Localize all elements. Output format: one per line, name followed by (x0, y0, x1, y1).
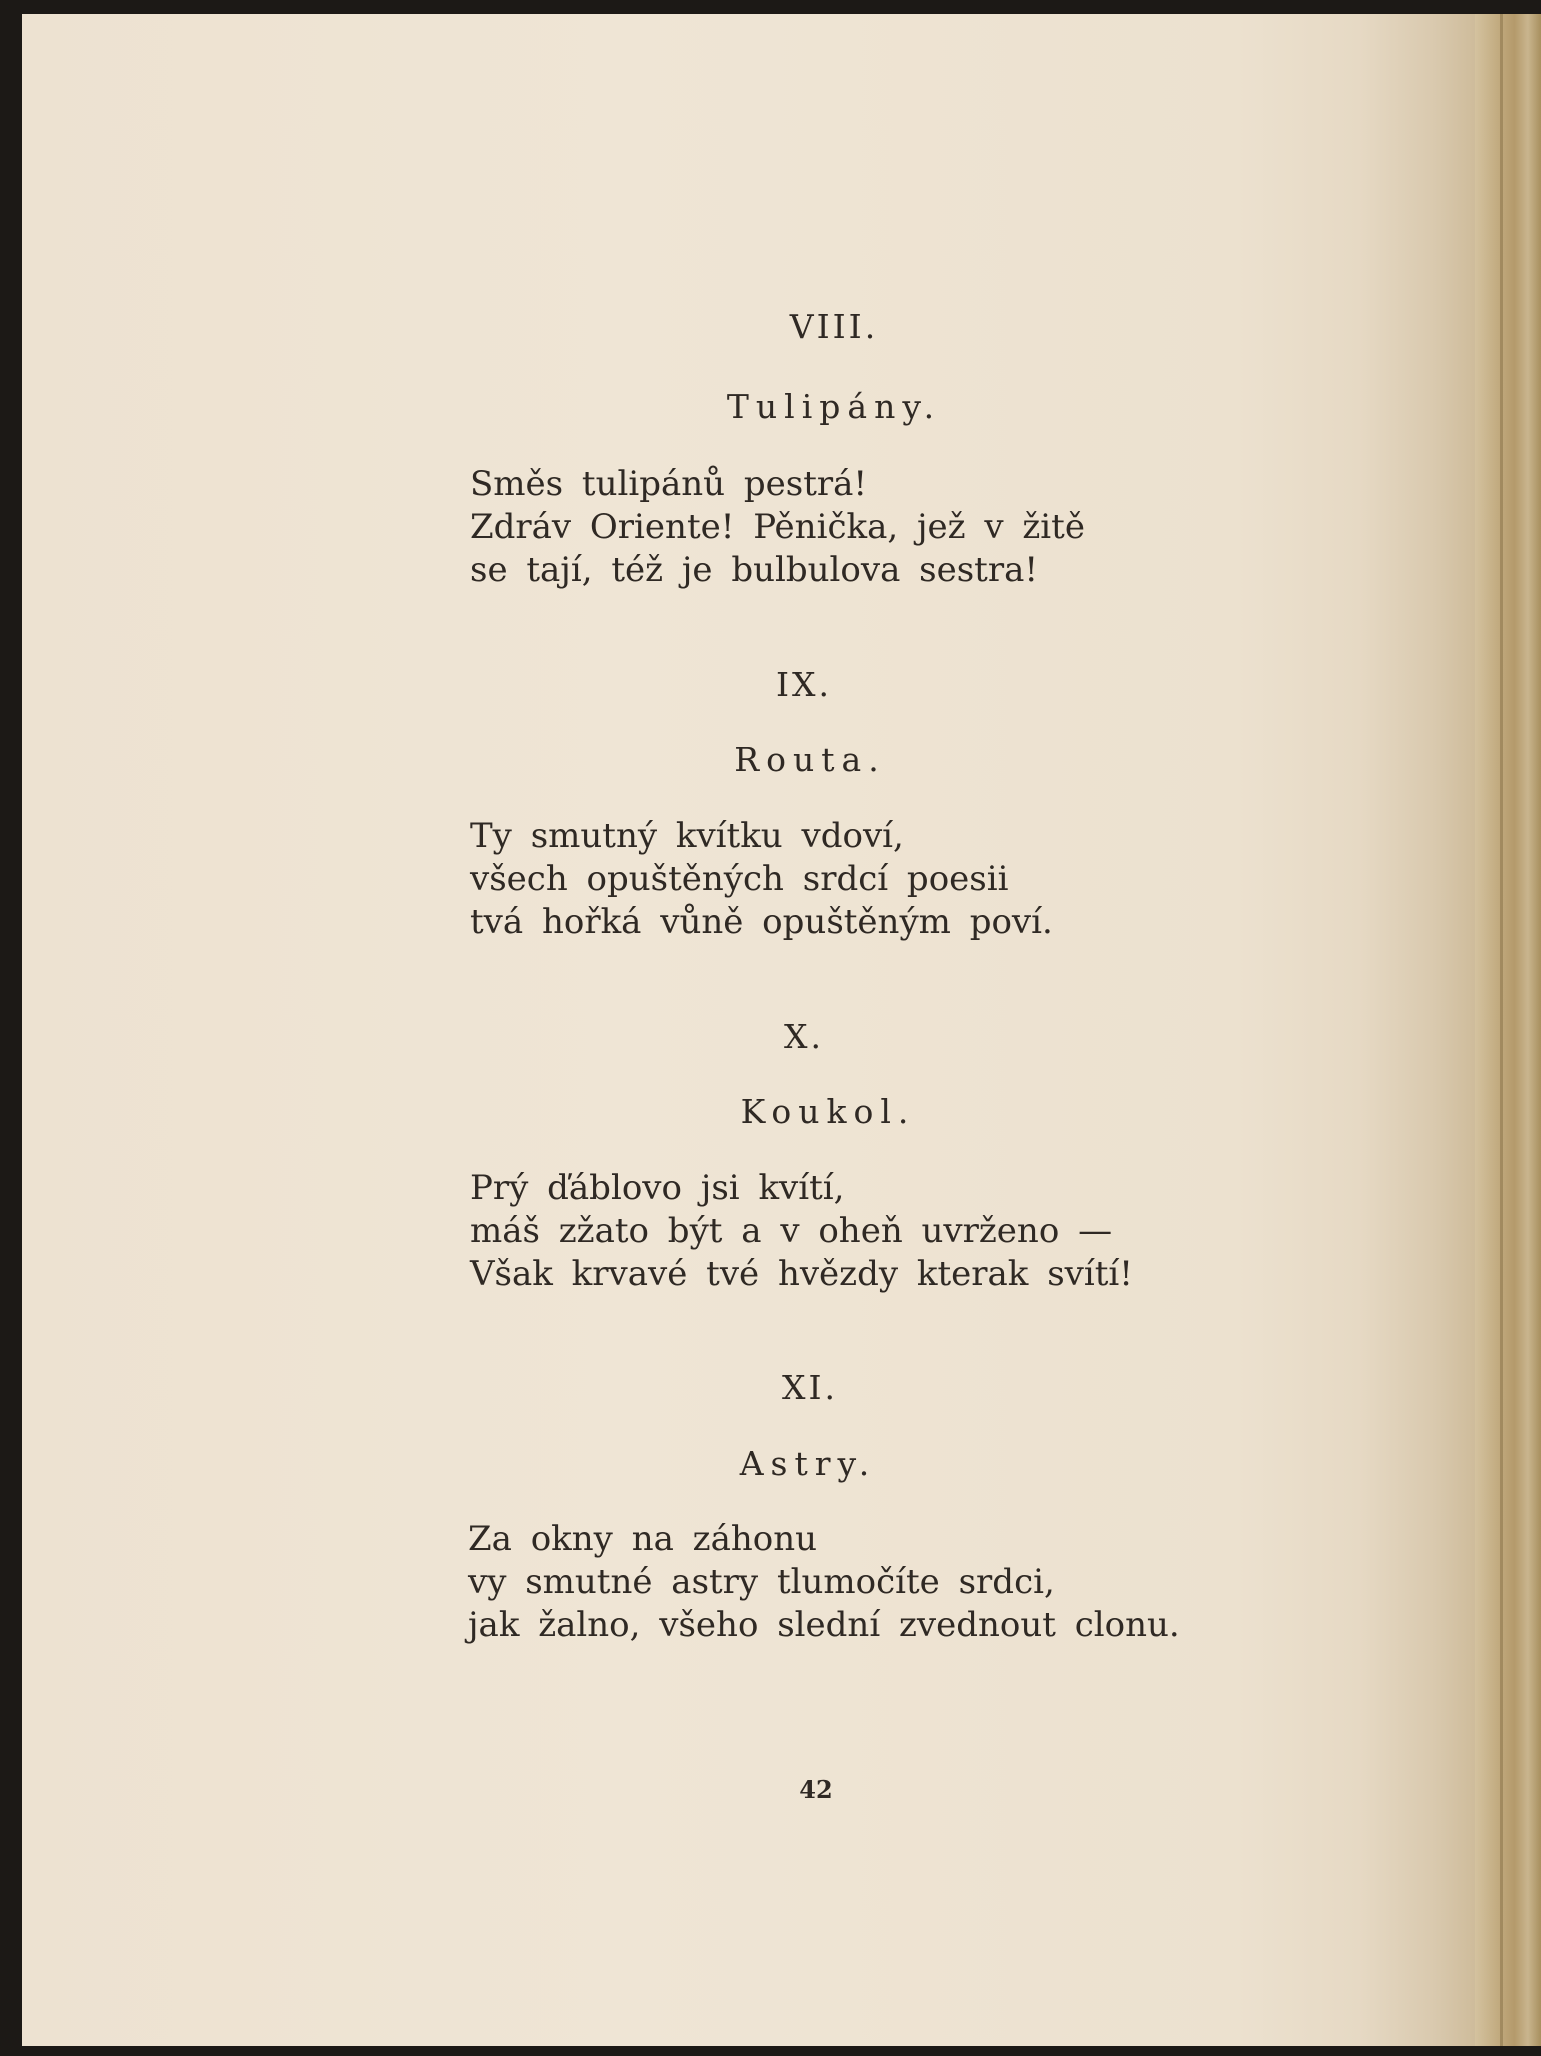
verse-line: všech opuštěných srdcí poesii (470, 859, 1009, 899)
verse-line: Prý ďáblovo jsi kvítí, (470, 1168, 845, 1208)
verse-line: se tají, též je bulbulova sestra! (470, 550, 1039, 590)
section-numeral: XI. (781, 1368, 839, 1407)
verse-line: Ty smutný kvítku vdoví, (470, 816, 904, 856)
section-verse (468, 1518, 1180, 1647)
verse-line: jak žalno, všeho slední zvednout clonu. (468, 1605, 1180, 1645)
section-numeral: X. (784, 1017, 824, 1056)
book-gutter (1475, 14, 1541, 2046)
section-title: Koukol. (740, 1092, 916, 1131)
section-title: Routa. (734, 740, 886, 779)
section-title: Astry. (739, 1444, 877, 1483)
verse-line: Za okny na záhonu (468, 1519, 818, 1559)
verse-line: Však krvavé tvé hvězdy kterak svítí! (470, 1254, 1133, 1294)
section-numeral: VIII. (789, 307, 879, 346)
section-verse (470, 815, 1053, 944)
verse-line: Směs tulipánů pestrá! (470, 464, 868, 504)
section-verse (470, 463, 1085, 592)
section-numeral: IX. (775, 665, 833, 704)
verse-line: tvá hořká vůně opuštěným poví. (470, 902, 1053, 942)
section-title: Tulipány. (726, 387, 942, 426)
verse-line: máš zžato být a v oheň uvrženo — (470, 1211, 1113, 1251)
page-number: 42 (799, 1775, 833, 1804)
verse-line: vy smutné astry tlumočíte srdci, (468, 1562, 1055, 1602)
section-verse (470, 1167, 1133, 1296)
verse-line: Zdráv Oriente! Pěnička, jež v žitě (470, 507, 1085, 547)
gutter-fold-line (1500, 14, 1503, 2046)
